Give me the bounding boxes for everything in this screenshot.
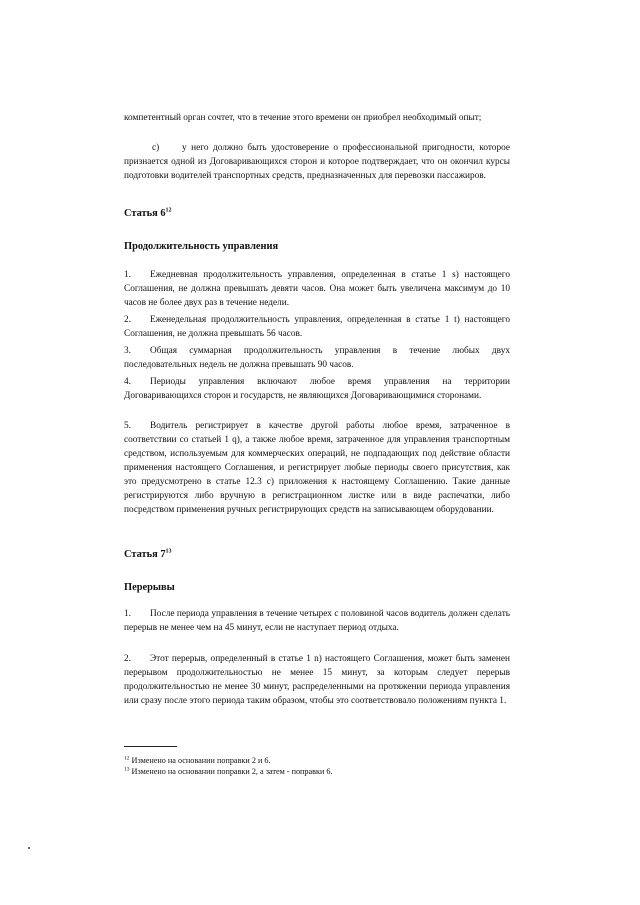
footnote-ref-12: 12	[165, 207, 172, 214]
item-c-text: у него должно быть удостоверение о профессиональной пригодности, которое признается одной из Договаривающихся сторон и которое подтверждает, что он окончил курсы подготовки водителей транспортных средств, предназначенных для перевозки пассажиров.	[124, 143, 510, 181]
item-c-paragraph	[124, 141, 510, 183]
paragraph-text: Периоды управления включают любое время управления на территории Договаривающихся сторон и государств, не являющихся Договаривающимися сторонами.	[124, 377, 510, 401]
paragraph-text: После периода управления в течение четырех с половиной часов водитель должен сделать перерыв не менее чем на 45 минут, если не наступает период отдыха.	[124, 609, 510, 633]
paragraph-number: 4.	[124, 377, 131, 387]
paragraph-text: Общая суммарная продолжительность управления в течение любых двух последовательных недель не должна превышать 90 часов.	[124, 346, 510, 370]
paragraph-text: Ежедневная продолжительность управления, определенная в статье 1 s) настоящего Соглашения, не должна превышать девяти часов. Она может быть увеличена максимум до 10 часов не более двух раз в течение недели.	[124, 270, 510, 308]
paragraph-number: 1.	[124, 270, 131, 280]
footnote-13: $^{13}$ Изменено на основании поправки 2, а затем - поправки 6.	[124, 766, 333, 776]
item-c-label: c)	[152, 143, 160, 153]
paragraph-text: Водитель регистрирует в качестве другой работы любое время, затраченное в соответствии со статьей 1 q), а также любое время, затраченное для управления транспортным средством, используемым для коммерческих операций, не подпадающих под действие области применения настоящего Соглашения, и регистрирует любые периоды своего присутствия, как это предусмотрено в статье 12.3 c) приложения к настоящему Соглашению. Такие данные регистрируются либо вручную в регистрационном листке или в виде распечатки, либо посредством применения ручных регистрирующих средств на записывающем оборудовании.	[124, 421, 510, 515]
paragraph-text: Еженедельная продолжительность управления, определенная в статье 1 t) настоящего Соглашения, не должна превышать 56 часов.	[124, 315, 510, 339]
paragraph-number: 2.	[124, 654, 131, 664]
paragraph-text: Этот перерыв, определенный в статье 1 n) настоящего Соглашения, может быть заменен перерывом продолжительностью не менее 15 минут, за которым следует перерыв продолжительностью не менее 30 минут, распределенными на протяжении периода управления или сразу после этого периода таким образом, чтобы это соответствовало положениям пункта 1.	[124, 654, 510, 706]
paragraph-number: 1.	[124, 609, 131, 619]
footnote-divider	[124, 746, 177, 747]
article-6-paragraph-3	[124, 344, 510, 372]
article-6-paragraph-5	[124, 419, 510, 517]
article-7-paragraph-2	[124, 652, 510, 708]
article-6-paragraph-1	[124, 268, 510, 310]
article-7-heading: Статья $7^{13}$	[124, 548, 172, 560]
paragraph-number: 2.	[124, 315, 131, 325]
paragraph-number: 3.	[124, 346, 131, 356]
scan-speck	[28, 847, 30, 849]
footnote-12: $^{12}$ Изменено на основании поправки 2 и 6.	[124, 755, 271, 765]
paragraph-number: 5.	[124, 421, 131, 431]
footnote-ref-13: 13	[165, 548, 172, 555]
article-6-heading: Статья $6^{12}$	[124, 207, 172, 219]
article-6-subtitle: Продолжительность управления	[124, 241, 279, 252]
article-7-subtitle: Перерывы	[124, 582, 175, 593]
article-6-paragraph-4	[124, 375, 510, 403]
article-7-paragraph-1	[124, 607, 510, 635]
article-6-paragraph-2	[124, 313, 510, 341]
continuation-paragraph: компетентный орган сочтет, что в течение этого времени он приобрел необходимый опыт;	[124, 113, 482, 123]
